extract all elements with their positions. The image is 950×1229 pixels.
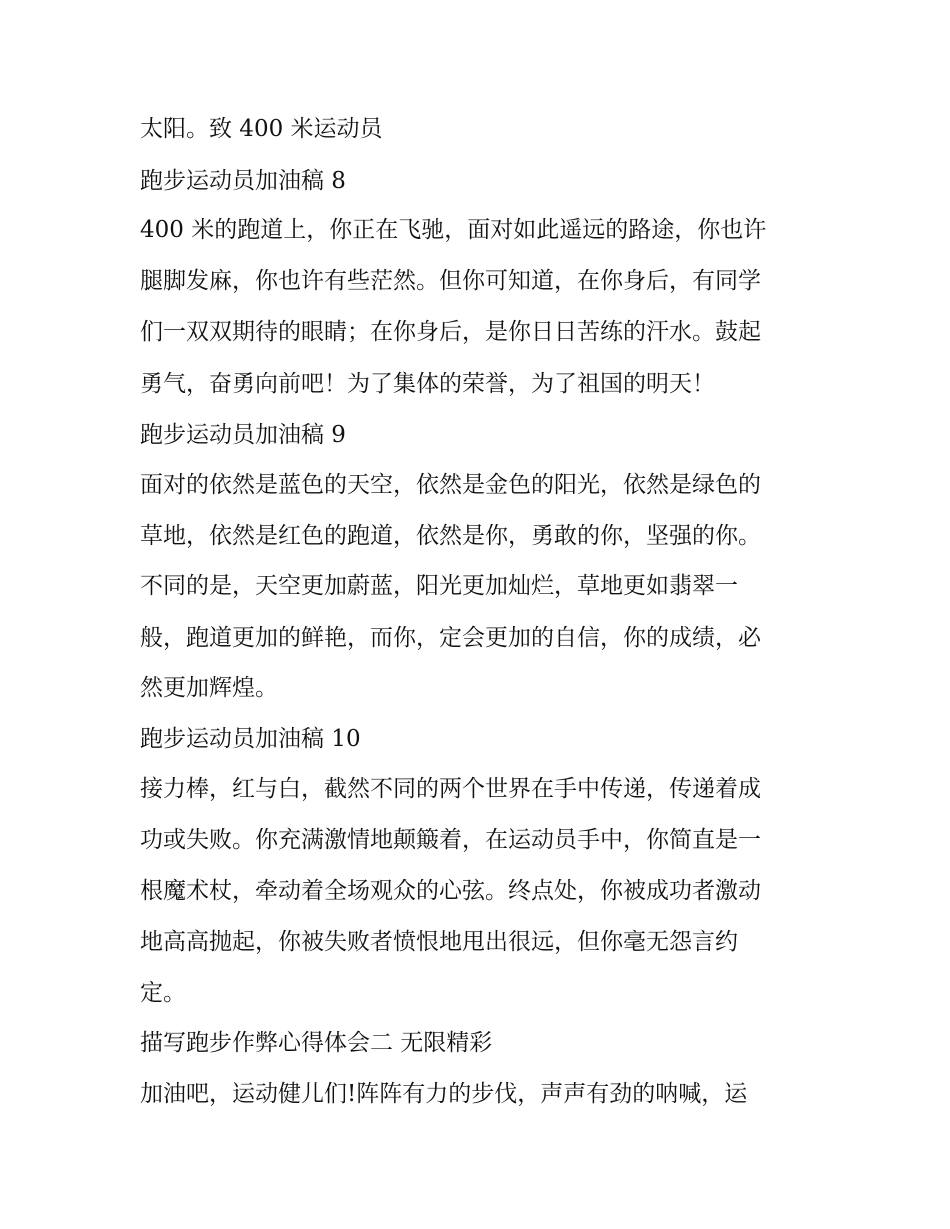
text-line: 加油吧，运动健儿们!阵阵有力的步伐，声声有劲的呐喊，运 (140, 1081, 748, 1107)
text-line: 勇气，奋勇向前吧！为了集体的荣誉，为了祖国的明天！ (140, 371, 715, 397)
section-heading: 跑步运动员加油稿 9 (140, 422, 346, 448)
text-line: 不同的是，天空更加蔚蓝，阳光更加灿烂，草地更如翡翠一 (140, 573, 738, 599)
text-line: 400 米的跑道上，你正在飞驰，面对如此遥远的路途，你也许 (140, 217, 767, 243)
text-line: 接力棒，红与白，截然不同的两个世界在手中传递，传递着成 (140, 776, 761, 802)
section-heading: 跑步运动员加油稿 8 (140, 168, 346, 194)
text-line: 们一双双期待的眼睛；在你身后，是你日日苦练的汗水。鼓起 (140, 319, 761, 345)
section-heading: 描写跑步作弊心得体会二 无限精彩 (140, 1030, 493, 1056)
text-line: 根魔术杖，牵动着全场观众的心弦。终点处，你被成功者激动 (140, 878, 761, 904)
text-line: 功或失败。你充满激情地颠簸着，在运动员手中，你简直是一 (140, 827, 761, 853)
text-line: 地高高抛起，你被失败者愤恨地甩出很远，但你毫无怨言约 (140, 929, 738, 955)
text-line: 面对的依然是蓝色的天空，依然是金色的阳光，依然是绿色的 (140, 472, 761, 498)
text-line: 般，跑道更加的鲜艳，而你，定会更加的自信，你的成绩，必 (140, 625, 761, 651)
section-heading: 跑步运动员加油稿 10 (140, 726, 361, 752)
text-line: 太阳。致 400 米运动员 (140, 116, 383, 142)
text-line: 然更加辉煌。 (140, 675, 278, 701)
text-line: 定。 (140, 980, 186, 1006)
text-line: 草地，依然是红色的跑道，依然是你，勇敢的你，坚强的你。 (140, 523, 761, 549)
text-line: 腿脚发麻，你也许有些茫然。但你可知道，在你身后，有同学 (140, 268, 761, 294)
